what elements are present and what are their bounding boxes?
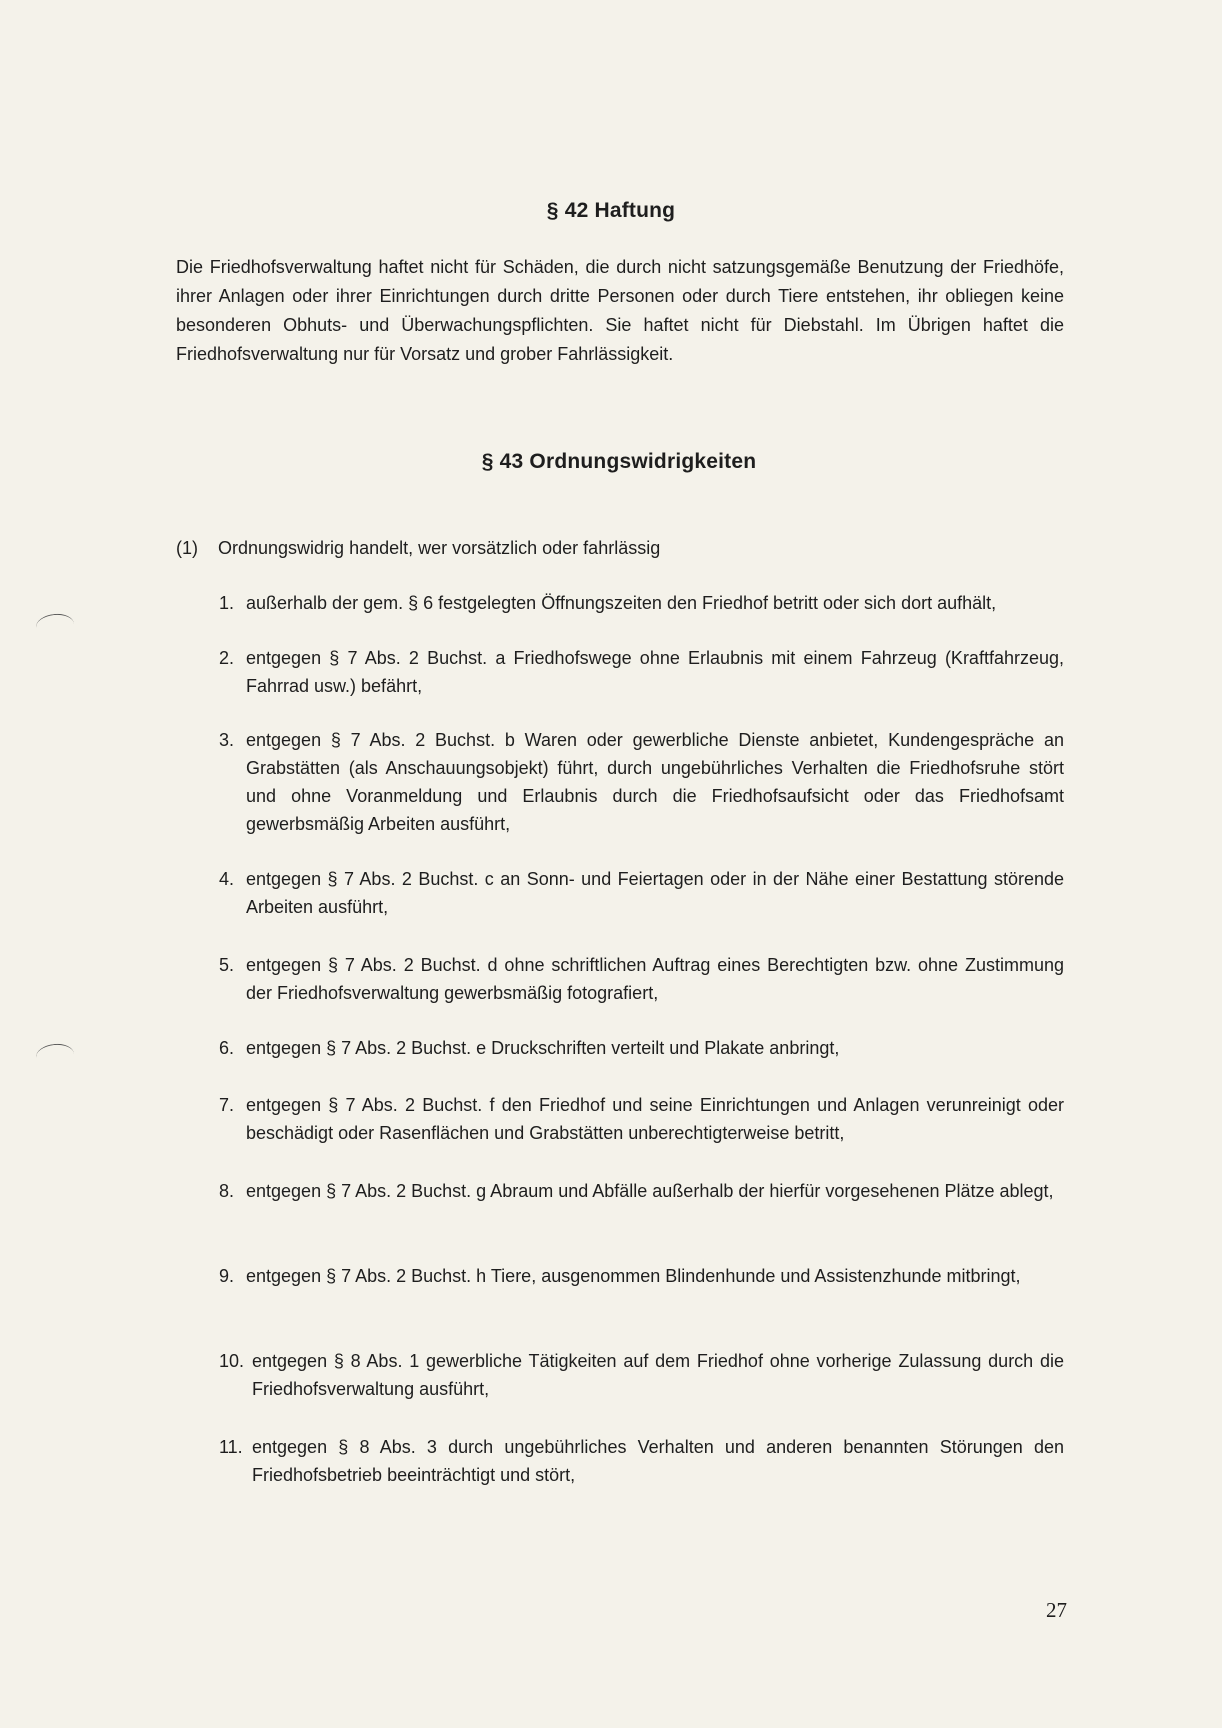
subsection-number: (1) <box>176 538 198 558</box>
list-item-9 <box>219 1262 1064 1290</box>
list-item-number: 11. <box>219 1437 243 1457</box>
list-item-number: 5. <box>219 955 235 975</box>
list-item-10 <box>219 1347 1064 1403</box>
list-item-5 <box>219 951 1064 1007</box>
section-42-heading: § 42 Haftung <box>546 199 676 222</box>
list-item-7 <box>219 1091 1064 1147</box>
list-item-number: 4. <box>219 869 235 889</box>
list-item-4 <box>219 865 1064 921</box>
list-item-text: entgegen § 7 Abs. 2 Buchst. d ohne schriftlichen Auftrag eines Berechtigten bzw. ohne Zustimmung der Friedhofsverwaltung gewerbsmäßig fotografiert, <box>246 955 1064 1003</box>
list-item-11 <box>219 1433 1064 1489</box>
subsection-1 <box>176 534 660 563</box>
subsection-text: Ordnungswidrig handelt, wer vorsätzlich oder fahrlässig <box>218 538 661 558</box>
list-item-3 <box>219 726 1064 838</box>
list-item-text: entgegen § 7 Abs. 2 Buchst. e Druckschriften verteilt und Plakate anbringt, <box>246 1038 840 1058</box>
hole-punch-mark <box>35 612 75 639</box>
list-item-text: entgegen § 7 Abs. 2 Buchst. b Waren oder gewerbliche Dienste anbietet, Kundengespräche an Grabstätten (als Anschauungsobjekt) führt, durch ungebührliches Verhalten die Friedhofsruhe stört und ohne Voranmeldung und Erlaubnis durch die Friedhofsaufsicht oder das Friedhofsamt gewerbsmäßig Arbeiten ausführt, <box>246 730 1064 834</box>
list-item-number: 6. <box>219 1038 235 1058</box>
list-item-text: entgegen § 7 Abs. 2 Buchst. g Abraum und Abfälle außerhalb der hierfür vorgesehenen Plätze ablegt, <box>246 1181 1054 1201</box>
list-item-text: entgegen § 7 Abs. 2 Buchst. h Tiere, ausgenommen Blindenhunde und Assistenzhunde mitbringt, <box>246 1266 1021 1286</box>
list-item-text: entgegen § 7 Abs. 2 Buchst. a Friedhofswege ohne Erlaubnis mit einem Fahrzeug (Kraftfahrzeug, Fahrrad usw.) befährt, <box>246 648 1064 696</box>
list-item-number: 2. <box>219 648 235 668</box>
list-item-text: entgegen § 7 Abs. 2 Buchst. f den Friedhof und seine Einrichtungen und Anlagen verunreinigt oder beschädigt oder Rasenflächen und Grabstätten unberechtigterweise betritt, <box>246 1095 1064 1143</box>
list-item-8 <box>219 1177 1064 1205</box>
list-item-number: 8. <box>219 1181 235 1201</box>
list-item-text: entgegen § 8 Abs. 1 gewerbliche Tätigkeiten auf dem Friedhof ohne vorherige Zulassung durch die Friedhofsverwaltung ausführt, <box>252 1351 1064 1399</box>
list-item-2 <box>219 644 1064 700</box>
list-item-1 <box>219 589 1064 617</box>
list-item-number: 9. <box>219 1266 235 1286</box>
list-item-number: 3. <box>219 730 235 750</box>
list-item-text: entgegen § 8 Abs. 3 durch ungebührliches Verhalten und anderen benannten Störungen den Friedhofsbetrieb beeinträchtigt und stört, <box>252 1437 1064 1485</box>
list-item-number: 10. <box>219 1351 245 1371</box>
list-item-number: 7. <box>219 1095 235 1115</box>
list-item-text: außerhalb der gem. § 6 festgelegten Öffnungszeiten den Friedhof betritt oder sich dort aufhält, <box>246 593 997 613</box>
page-number: 27 <box>1046 1598 1067 1622</box>
section-42-paragraph: Die Friedhofsverwaltung haftet nicht für Schäden, die durch nicht satzungsgemäße Benutzung der Friedhöfe, ihrer Anlagen oder ihrer Einrichtungen durch dritte Personen oder durch Tiere entstehen, ihr obliegen keine besonderen Obhuts- und Überwachungspflichten. Sie haftet nicht für Diebstahl. Im Übrigen haftet die Friedhofsverwaltung nur für Vorsatz und grober Fahrlässigkeit. <box>176 257 1064 364</box>
list-item-6 <box>219 1034 1064 1062</box>
section-43-heading: § 43 Ordnungswidrigkeiten <box>481 450 757 473</box>
list-item-text: entgegen § 7 Abs. 2 Buchst. c an Sonn- und Feiertagen oder in der Nähe einer Bestattung störende Arbeiten ausführt, <box>246 869 1064 917</box>
list-item-number: 1. <box>219 593 235 613</box>
hole-punch-mark <box>35 1042 75 1069</box>
